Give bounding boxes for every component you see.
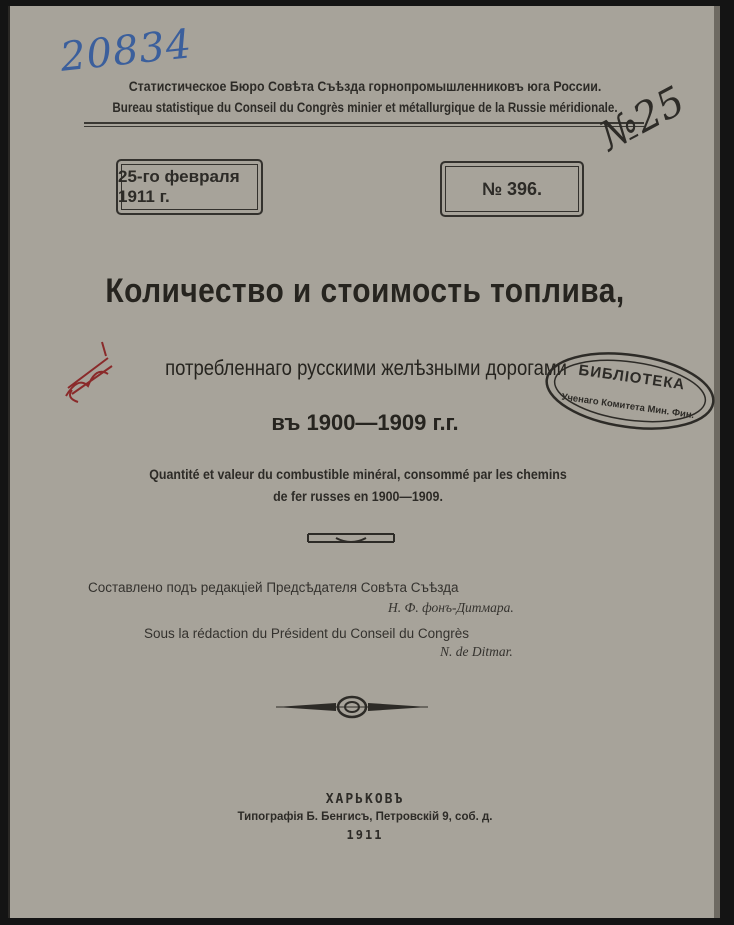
page-edge (714, 6, 720, 918)
editor-name-french: N. de Ditmar. (440, 644, 513, 659)
handwritten-mark: №25 (592, 77, 693, 161)
header-french: Bureau statistique du Conseil du Congrès minier et métallurgique de la Russie méridionale. (112, 100, 618, 115)
stamp-bottom-text: Ученаго Комитета Мин. Фин. (560, 391, 695, 422)
header-rule-top (84, 122, 644, 124)
library-stamp-icon (540, 346, 720, 436)
imprint-printer: Типографія Б. Бенгисъ, Петровскій 9, соб. д. (237, 811, 493, 823)
stamp-top-text: БИБЛІОТЕКА (577, 361, 687, 394)
main-title: Количество и стоимость топлива, (105, 272, 625, 310)
red-scribble-mark (58, 336, 118, 406)
issue-number-box: № 396. (440, 161, 584, 217)
ornament-divider-icon (306, 530, 396, 546)
french-title: Quantité et valeur du combustible minéral, consommé par les chemins de fer russes en 1900—1909. (149, 467, 567, 504)
imprint-city: ХАРЬКОВЪ (325, 792, 405, 807)
editor-line-russian: Составлено подъ редакціей Предсѣдателя Совѣта Съѣзда (88, 580, 459, 595)
editor-line-french: Sous la rédaction du Président du Conseil du Congrès (144, 626, 469, 641)
subtitle: потребленнаго русскими желѣзными дорогами (165, 356, 567, 380)
header-rule-bottom (84, 126, 644, 127)
ornament-medallion-icon (272, 694, 432, 720)
editor-name-russian: Н. Ф. фонъ-Дитмара. (388, 600, 514, 615)
years-range: въ 1900—1909 г.г. (271, 410, 459, 435)
date-box: 25-го февраля 1911 г. (116, 159, 263, 215)
imprint-year: 1911 (346, 828, 384, 842)
header-russian: Статистическое Бюро Совѣта Съѣзда горнопромышленниковъ юга России. (128, 79, 602, 94)
document-cover (8, 6, 720, 918)
handwritten-inventory-number: 20834 (57, 21, 195, 81)
